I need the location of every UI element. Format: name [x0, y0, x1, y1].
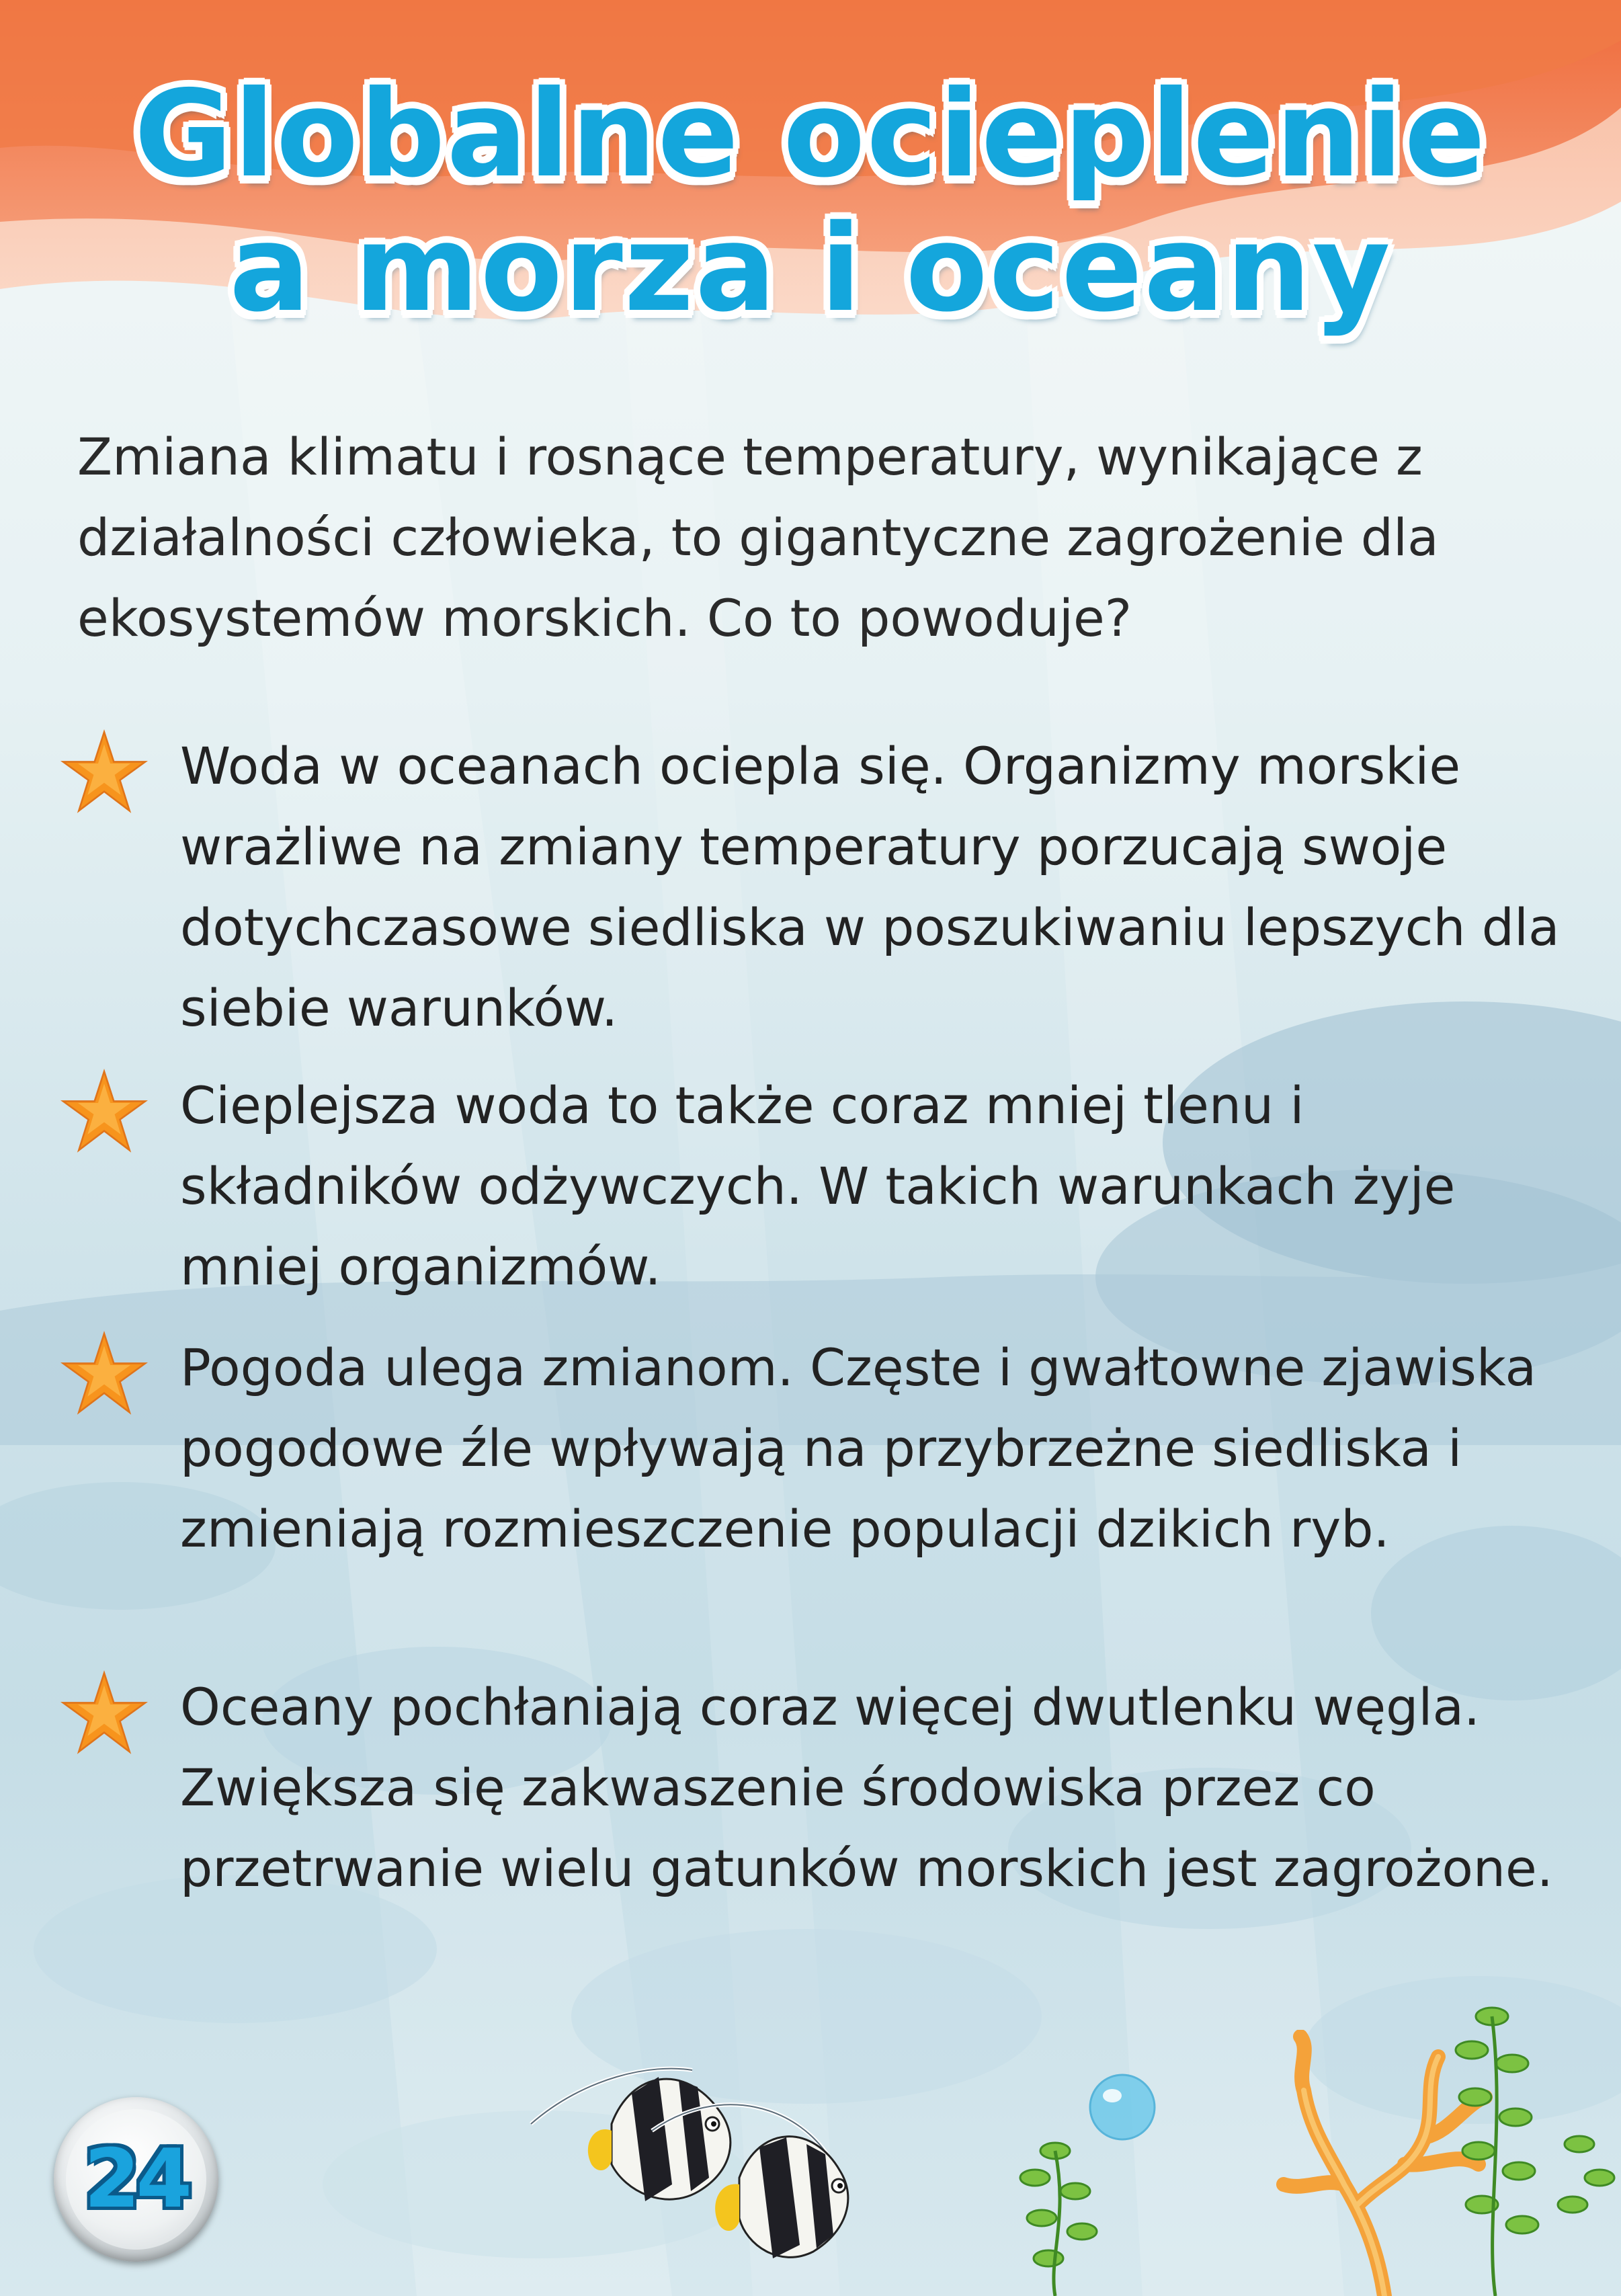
starfish-icon: [60, 729, 148, 816]
bullet-text-4: Oceany pochłaniają coraz więcej dwutlenku węgla. Zwiększa się zakwaszenie środowiska przez co przetrwanie wielu gatunków morskich jest zagrożone.: [180, 1677, 1553, 1898]
page-number-badge: [54, 2097, 218, 2262]
seaweed-icon: [974, 1990, 1621, 2296]
intro-paragraph: Zmiana klimatu i rosnące temperatury, wynikające z działalności człowieka, to gigantyczne zagrożenie dla ekosystemów morskich. Co to powoduje?: [77, 427, 1439, 648]
bullet-text-1: Woda w oceanach ociepla się. Organizmy morskie wrażliwe na zmiany temperatury porzucają swoje dotychczasowe siedliska w poszukiwaniu lepszych dla siebie warunków.: [180, 736, 1560, 1038]
bullet-text-2: Cieplejsza woda to także coraz mniej tlenu i składników odżywczych. W takich warunkach żyje mniej organizmów.: [180, 1075, 1456, 1297]
title-line-1: Globalne ocieplenie: [134, 65, 1487, 204]
bullet-text-3: Pogoda ulega zmianom. Częste i gwałtowne zjawiska pogodowe źle wpływają na przybrzeżne siedliska i zmieniają rozmieszczenie populacji dzikich ryb.: [180, 1338, 1537, 1559]
starfish-icon: [60, 1068, 148, 1155]
page-number: 24: [84, 2133, 188, 2226]
starfish-icon: [60, 1330, 148, 1418]
angelfish-icon: [517, 2030, 894, 2285]
title-line-2: a morza i oceany: [229, 199, 1392, 338]
page-title: [0, 67, 1621, 336]
starfish-icon: [60, 1670, 148, 1757]
